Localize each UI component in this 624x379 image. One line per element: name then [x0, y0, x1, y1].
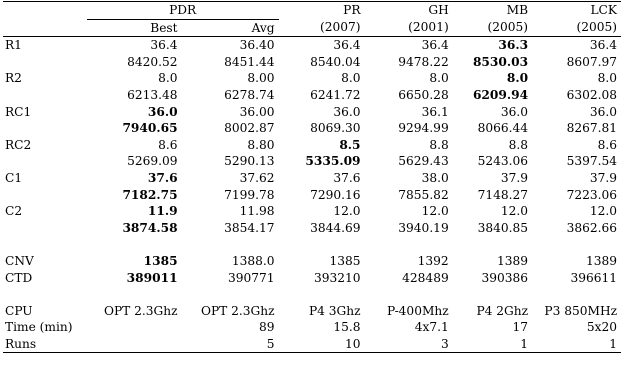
row-label: RC1	[5, 104, 32, 119]
cell-lck: 8267.81	[566, 121, 617, 136]
header-row-2	[3, 19, 621, 37]
cell-lck: 8.0	[597, 71, 617, 86]
cell-pr: 8540.04	[310, 54, 361, 69]
row-label: CNV	[5, 253, 34, 268]
table-row	[3, 70, 621, 87]
results-table	[3, 1, 621, 353]
cell-mb: 12.0	[500, 204, 529, 219]
pdr-group-header	[87, 2, 279, 20]
cell-lck: 5x20	[586, 320, 617, 335]
row-label	[3, 120, 87, 137]
cell-mb: 17	[512, 320, 529, 335]
cell-mb: 3840.85	[477, 220, 529, 235]
cell-mb: 5243.06	[477, 154, 529, 169]
cell-lck: 37.9	[589, 170, 617, 185]
cell-mb: P4 2Ghz	[476, 303, 529, 318]
cell-pr: 37.6	[333, 170, 361, 185]
cell-best: 8.6	[158, 137, 178, 152]
cell-mb: 8066.44	[477, 121, 529, 136]
table-row	[3, 319, 621, 336]
cell-best: 37.6	[147, 170, 178, 185]
mb-header: MB	[506, 3, 529, 18]
cell-gh: 38.0	[421, 170, 449, 185]
cell-mb: 7148.27	[477, 187, 529, 202]
cell-pr: 8.5	[339, 137, 361, 152]
row-label: CPU	[5, 303, 33, 318]
cell-pr: 36.4	[333, 38, 361, 53]
cell-mb: 6209.94	[472, 87, 529, 102]
table-row	[3, 87, 621, 104]
cell-pr: 3844.69	[310, 220, 361, 235]
spacer-cell	[279, 236, 365, 253]
spacer-cell	[3, 236, 87, 253]
cell-gh: 5629.43	[398, 154, 449, 169]
cell-pr: 7290.16	[310, 187, 361, 202]
cell-lck: 1389	[585, 253, 617, 268]
cell-avg: 8002.87	[224, 121, 275, 136]
table-row	[3, 153, 621, 170]
cell-lck: 8607.97	[566, 54, 617, 69]
table-row	[3, 187, 621, 204]
spacer-cell	[182, 286, 279, 303]
table-row	[3, 303, 621, 320]
cell-gh: 4x7.1	[414, 320, 449, 335]
cell-mb: 36.0	[500, 104, 529, 119]
cell-gh: 8.0	[429, 71, 449, 86]
cell-best: 11.9	[147, 204, 178, 219]
spacer-cell	[365, 286, 453, 303]
header-empty-2	[3, 19, 87, 37]
cell-pr: 36.0	[333, 104, 361, 119]
table-row	[3, 220, 621, 237]
header-empty	[3, 2, 87, 20]
cell-mb: 1	[453, 336, 532, 353]
cell-avg: 3854.17	[224, 220, 275, 235]
row-label	[3, 187, 87, 204]
table-row	[3, 336, 621, 353]
cell-best: 5269.09	[127, 154, 178, 169]
cell-gh: 3940.19	[398, 220, 449, 235]
cell-gh: 36.4	[421, 38, 449, 53]
cell-best: OPT 2.3Ghz	[103, 303, 178, 318]
cell-best: 8420.52	[127, 54, 178, 69]
cell-pr: 12.0	[333, 204, 361, 219]
cell-lck: 1	[532, 336, 621, 353]
cell-best: 8.0	[158, 71, 178, 86]
cell-pr: P4 3Ghz	[308, 303, 361, 318]
cell-lck: 36.4	[589, 38, 617, 53]
cell-best: 1385	[143, 253, 178, 268]
cell-best: 7940.65	[122, 121, 178, 136]
table-row	[3, 54, 621, 71]
row-label	[3, 153, 87, 170]
row-label	[3, 87, 87, 104]
spacer-cell	[3, 286, 87, 303]
cell-mb: 8.0	[506, 71, 529, 86]
lck-year: (2005)	[532, 19, 621, 37]
cell-best: 6213.48	[127, 87, 178, 102]
mb-year: (2005)	[453, 19, 532, 37]
cell-avg: 5	[182, 336, 279, 353]
cell-gh: 9478.22	[398, 54, 449, 69]
cell-pr: 10	[279, 336, 365, 353]
cell-mb: 8.8	[508, 137, 529, 152]
table-row	[3, 137, 621, 154]
best-header: Best	[87, 19, 182, 37]
table-row	[3, 37, 621, 54]
avg-header: Avg	[182, 19, 279, 37]
row-label: RC2	[5, 137, 32, 152]
cell-gh: 9294.99	[398, 121, 449, 136]
row-label: CTD	[5, 270, 33, 285]
cell-avg: 36.40	[239, 38, 275, 53]
gh-header: GH	[428, 3, 449, 18]
cell-pr: 8.0	[341, 71, 361, 86]
cell-pr: 1385	[329, 253, 361, 268]
cell-avg: 6278.74	[224, 87, 275, 102]
spacer-cell	[279, 286, 365, 303]
spacer-cell	[87, 286, 182, 303]
spacer-cell	[365, 236, 453, 253]
cell-lck: 8.6	[597, 137, 617, 152]
cell-pr: 15.8	[333, 320, 361, 335]
cell-lck: 36.0	[589, 104, 617, 119]
cell-best: 36.4	[150, 38, 178, 53]
table-row	[3, 270, 621, 287]
row-label: R1	[5, 38, 22, 53]
cell-mb: 8530.03	[472, 54, 529, 69]
cell-best: 3874.58	[122, 220, 178, 235]
table-row	[3, 253, 621, 270]
cell-gh: 428489	[402, 270, 449, 285]
cell-gh: P-400Mhz	[387, 303, 449, 318]
pr-year: (2007)	[279, 19, 365, 37]
cell-gh: 36.1	[421, 104, 449, 119]
cell-gh: 1392	[417, 253, 449, 268]
row-label: Runs	[3, 336, 87, 353]
gh-year: (2001)	[365, 19, 453, 37]
cell-best: 389011	[126, 270, 178, 285]
cell-gh: 6650.28	[398, 87, 449, 102]
cell-best: 7182.75	[122, 187, 178, 202]
cell-avg: 5290.13	[224, 154, 275, 169]
cell-gh: 8.8	[429, 137, 449, 152]
cell-gh: 3	[365, 336, 453, 353]
cell-avg: 11.98	[239, 204, 275, 219]
cell-lck: 7223.06	[566, 187, 617, 202]
row-label	[3, 54, 87, 71]
cell-avg: 36.00	[239, 104, 275, 119]
cell-gh: 7855.82	[398, 187, 449, 202]
table-row	[3, 120, 621, 137]
row-label: C1	[5, 170, 23, 185]
cell-mb: 1389	[497, 253, 529, 268]
cell-avg: OPT 2.3Ghz	[200, 303, 275, 318]
cell-best: 36.0	[147, 104, 178, 119]
cell-best	[87, 319, 182, 336]
spacer-cell	[87, 236, 182, 253]
cell-mb: 36.3	[498, 38, 529, 53]
cell-avg: 7199.78	[224, 187, 275, 202]
cell-lck: 396611	[570, 270, 617, 285]
spacer-row	[3, 236, 621, 253]
cell-avg: 8451.44	[224, 54, 275, 69]
cell-best	[87, 336, 182, 353]
cell-pr: 8069.30	[310, 121, 361, 136]
header-row-1	[3, 2, 621, 20]
spacer-row	[3, 286, 621, 303]
cell-pr: 6241.72	[310, 87, 361, 102]
cell-avg: 390771	[228, 270, 275, 285]
pr-header: PR	[343, 3, 361, 18]
cell-pr: 5335.09	[305, 154, 361, 169]
table-row	[3, 170, 621, 187]
cell-avg: 1388.0	[231, 253, 275, 268]
cell-avg: 37.62	[239, 170, 275, 185]
cell-gh: 12.0	[421, 204, 449, 219]
cell-lck: P3 850MHz	[544, 303, 617, 318]
table-row	[3, 104, 621, 121]
spacer-cell	[532, 236, 621, 253]
lck-header: LCK	[590, 3, 617, 18]
spacer-cell	[453, 236, 532, 253]
row-label: C2	[5, 204, 23, 219]
cell-lck: 6302.08	[566, 87, 617, 102]
cell-lck: 5397.54	[566, 154, 617, 169]
row-label	[3, 220, 87, 237]
cell-mb: 390386	[481, 270, 529, 285]
cell-mb: 37.9	[500, 170, 529, 185]
cell-avg: 89	[259, 320, 275, 335]
pdr-group-label: PDR	[169, 3, 197, 17]
cell-pr: 393210	[314, 270, 361, 285]
row-label: R2	[5, 71, 22, 86]
spacer-cell	[532, 286, 621, 303]
row-label: Time (min)	[5, 320, 73, 335]
cell-lck: 3862.66	[566, 220, 617, 235]
cell-avg: 8.00	[247, 71, 275, 86]
spacer-cell	[182, 236, 279, 253]
spacer-cell	[453, 286, 532, 303]
table-row	[3, 203, 621, 220]
cell-lck: 12.0	[589, 204, 617, 219]
cell-avg: 8.80	[247, 137, 275, 152]
